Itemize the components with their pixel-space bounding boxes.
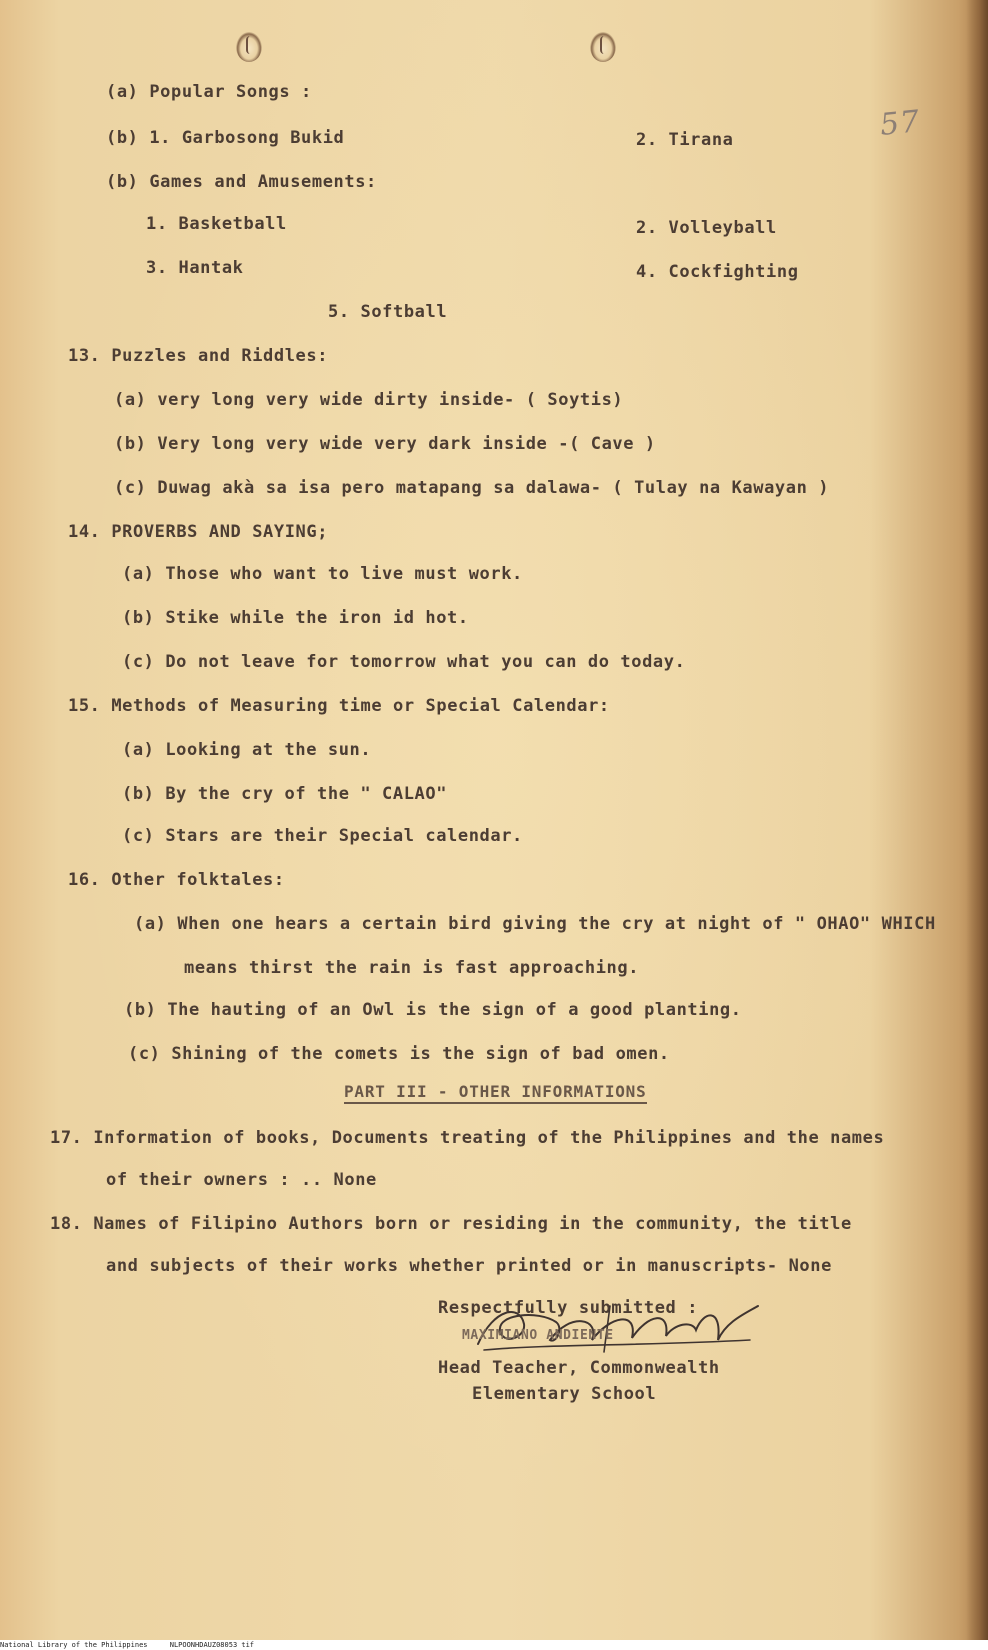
footer-library: National Library of the Philippines <box>0 1641 148 1649</box>
page-number: 57 <box>878 103 922 144</box>
section-13-heading: 13. Puzzles and Riddles: <box>68 346 329 366</box>
respectfully-submitted: Respectfully submitted : <box>438 1298 699 1318</box>
game-1: 1. Basketball <box>146 214 287 234</box>
section-18-line1: 18. Names of Filipino Authors born or residing in the community, the title <box>50 1214 852 1234</box>
game-3: 3. Hantak <box>146 258 244 278</box>
method-b: (b) By the cry of the " CALAO" <box>122 784 448 804</box>
binding-shadow <box>966 0 988 1640</box>
proverb-a: (a) Those who want to live must work. <box>122 564 523 584</box>
song-2: 2. Tirana <box>636 130 734 150</box>
popular-songs-line: (a) Popular Songs : <box>106 82 312 102</box>
proverb-b: (b) Stike while the iron id hot. <box>122 608 469 628</box>
method-c: (c) Stars are their Special calendar. <box>122 826 523 846</box>
section-15-heading: 15. Methods of Measuring time or Special Calendar: <box>68 696 610 716</box>
riddle-b: (b) Very long very wide very dark inside -( Cave ) <box>114 434 656 454</box>
game-4: 4. Cockfighting <box>636 262 799 282</box>
folktale-a-continued: means thirst the rain is fast approaching. <box>184 958 640 978</box>
archive-footer <box>0 1640 988 1650</box>
folktale-c: (c) Shining of the comets is the sign of bad omen. <box>128 1044 670 1064</box>
riddle-c: (c) Duwag akà sa isa pero matapang sa dalawa- ( Tulay na Kawayan ) <box>114 478 830 498</box>
signer-title-line2: Elementary School <box>472 1384 657 1404</box>
section-14-heading: 14. PROVERBS AND SAYING; <box>68 522 329 542</box>
games-heading: (b) Games and Amusements: <box>106 172 377 192</box>
riddle-a: (a) very long very wide dirty inside- ( Soytis) <box>114 390 624 410</box>
section-18-line2: and subjects of their works whether printed or in manuscripts- None <box>106 1256 832 1276</box>
game-5: 5. Softball <box>328 302 448 322</box>
section-17-line1: 17. Information of books, Documents treating of the Philippines and the names <box>50 1128 885 1148</box>
footer-file: NLPOONHDAUZ08053 tif <box>169 1641 255 1649</box>
folktale-b: (b) The hauting of an Owl is the sign of a good planting. <box>124 1000 742 1020</box>
section-16-heading: 16. Other folktales: <box>68 870 285 890</box>
method-a: (a) Looking at the sun. <box>122 740 372 760</box>
section-17-line2: of their owners : .. None <box>106 1170 377 1190</box>
punch-hole-left <box>236 32 262 62</box>
part-three-heading: PART III - OTHER INFORMATIONS <box>344 1082 647 1104</box>
song-1: (b) 1. Garbosong Bukid <box>106 128 345 148</box>
signer-name: MAXIMIANO ANDIENTE <box>462 1328 614 1343</box>
game-2: 2. Volleyball <box>636 218 777 238</box>
folktale-a: (a) When one hears a certain bird giving the cry at night of " OHAO" WHICH <box>134 914 936 934</box>
proverb-c: (c) Do not leave for tomorrow what you can do today. <box>122 652 686 672</box>
punch-hole-right <box>590 32 616 62</box>
signer-title-line1: Head Teacher, Commonwealth <box>438 1358 720 1378</box>
